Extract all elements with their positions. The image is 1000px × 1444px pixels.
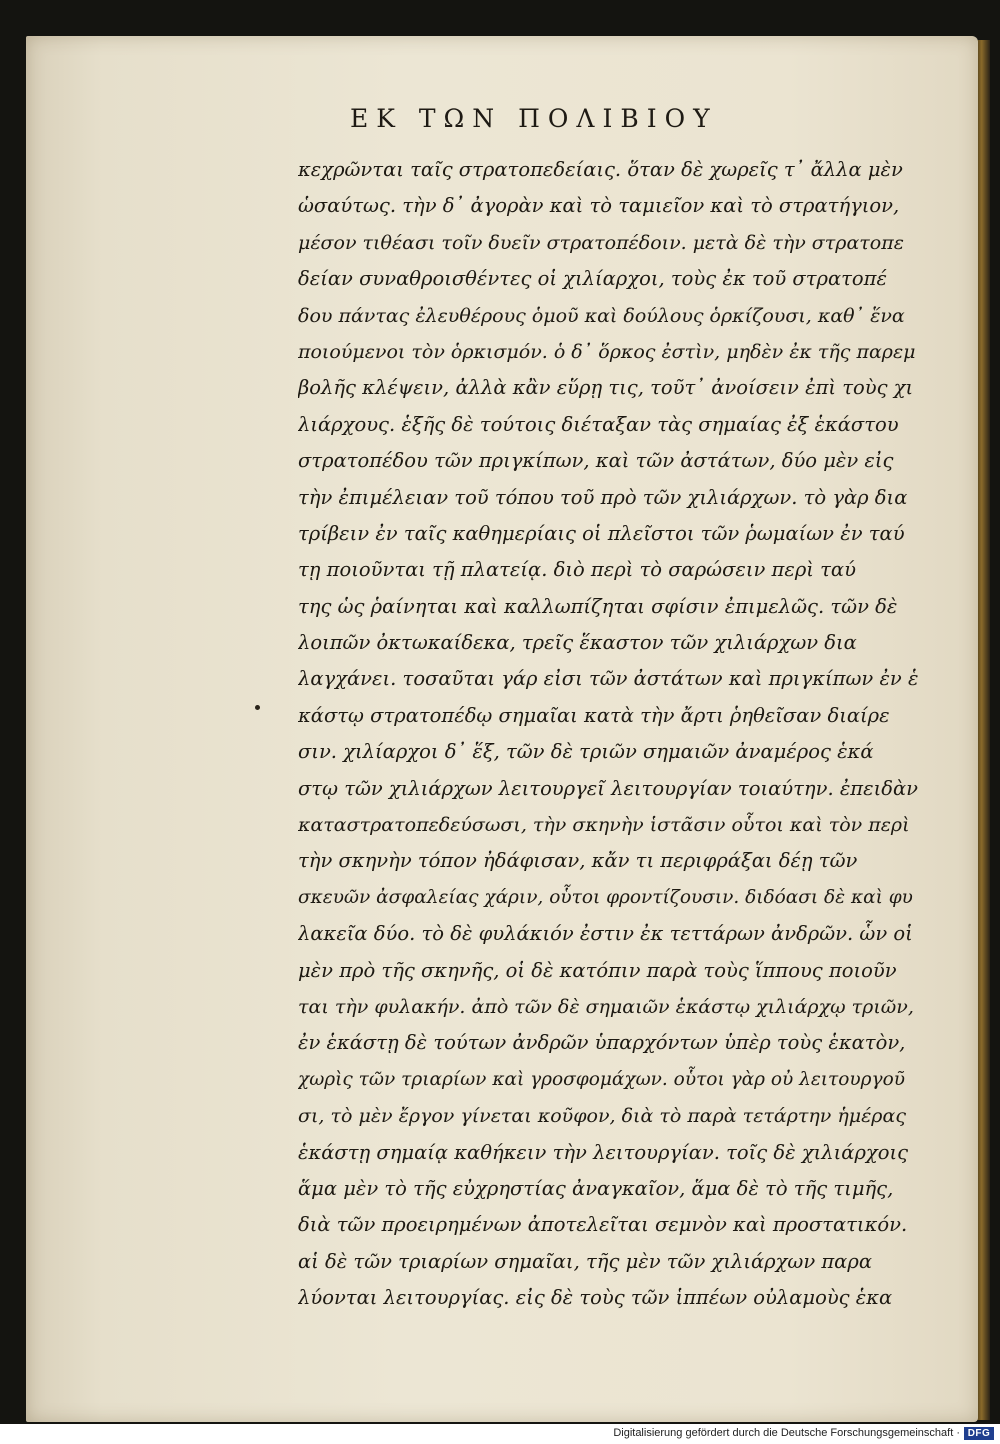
text-line: διὰ τῶν προειρημένων ἀποτελεῖται σεμνὸν καὶ προστατικόν. [298, 1213, 908, 1237]
text-line: λακεῖα δύο. τὸ δὲ φυλάκιόν ἐστιν ἐκ τεττάρων ἀνδρῶν. ὧν οἱ [298, 922, 913, 946]
text-line: κάστῳ στρατοπέδῳ σημαῖαι κατὰ τὴν ἄρτι ῥηθεῖσαν διαίρε [298, 703, 890, 727]
text-line: ἑκάστῃ σημαίᾳ καθήκειν τὴν λειτουργίαν. τοῖς δὲ χιλιάρχοις [298, 1140, 909, 1164]
digitization-credit: Digitalisierung gefördert durch die Deutsche Forschungsgemeinschaft · [613, 1427, 960, 1439]
running-title: ΕΚ ΤΩΝ ΠΟΛΙΒΙΟΥ [350, 104, 718, 133]
text-line: λοιπῶν ὀκτωκαίδεκα, τρεῖς ἕκαστον τῶν χιλιάρχων δια [298, 631, 857, 655]
text-line: δου πάντας ἐλευθέρους ὁμοῦ καὶ δούλους ὁρκίζουσι, καθ᾽ ἕνα [298, 304, 905, 327]
text-line: χωρὶς τῶν τριαρίων καὶ γροσφομάχων. οὗτοι γὰρ οὐ λειτουργοῦ [298, 1068, 905, 1090]
page-text [298, 152, 918, 1317]
text-line: σιν. χιλίαρχοι δ᾽ ἕξ, τῶν δὲ τριῶν σημαιῶν ἀναμέρος ἑκά [298, 740, 874, 764]
text-line: λύονται λειτουργίας. εἰς δὲ τοὺς τῶν ἱππέων οὐλαμοὺς ἑκα [298, 1286, 893, 1310]
text-line: ἅμα μὲν τὸ τῆς εὐχρηστίας ἀναγκαῖον, ἅμα δὲ τὸ τῆς τιμῆς, [298, 1176, 894, 1200]
text-line: στρατοπέδου τῶν πριγκίπων, καὶ τῶν ἀστάτων, δύο μὲν εἰς [298, 449, 894, 473]
text-line: τὴν ἐπιμέλειαν τοῦ τόπου τοῦ πρὸ τῶν χιλιάρχων. τὸ γὰρ δια [298, 485, 908, 509]
text-line: μέσον τιθέασι τοῖν δυεῖν στρατοπέδοιν. μετὰ δὲ τὴν στρατοπε [298, 231, 904, 254]
text-line: τῃ ποιοῦνται τῇ πλατείᾳ. διὸ περὶ τὸ σαρώσειν περὶ ταύ [298, 558, 856, 582]
text-line: τὴν σκηνὴν τόπον ἠδάφισαν, κἄν τι περιφράξαι δέῃ τῶν [298, 849, 858, 873]
text-line: ποιούμενοι τὸν ὁρκισμόν. ὁ δ᾽ ὅρκος ἐστὶν, μηδὲν ἐκ τῆς παρεμ [298, 340, 916, 363]
text-line: βολῆς κλέψειν, ἀλλὰ κἂν εὕρῃ τις, τοῦτ᾽ ἀνοίσειν ἐπὶ τοὺς χι [298, 376, 914, 400]
text-line: ται τὴν φυλακήν. ἀπὸ τῶν δὲ σημαιῶν ἑκάστῳ χιλιάρχῳ τριῶν, [298, 995, 914, 1018]
text-line: κεχρῶνται ταῖς στρατοπεδείαις. ὅταν δὲ χωρεῖς τ᾽ ἄλλα μὲν [298, 158, 903, 181]
ink-speck [255, 705, 260, 710]
text-line: μὲν πρὸ τῆς σκηνῆς, οἱ δὲ κατόπιν παρὰ τοὺς ἵππους ποιοῦν [298, 958, 897, 982]
footer-bar [0, 1424, 1000, 1444]
dfg-logo-icon: DFG [964, 1427, 994, 1440]
text-line: λαγχάνει. τοσαῦται γάρ εἰσι τῶν ἀστάτων καὶ πριγκίπων ἐν ἑ [298, 667, 918, 691]
text-line: ἐν ἑκάστῃ δὲ τούτων ἀνδρῶν ὑπαρχόντων ὑπὲρ τοὺς ἑκατὸν, [298, 1031, 906, 1055]
text-line: ὡσαύτως. τὴν δ᾽ ἀγορὰν καὶ τὸ ταμιεῖον καὶ τὸ στρατήγιον, [298, 194, 900, 218]
text-line: σκευῶν ἀσφαλείας χάριν, οὗτοι φροντίζουσιν. διδόασι δὲ καὶ φυ [298, 886, 913, 908]
text-line: αἱ δὲ τῶν τριαρίων σημαῖαι, τῆς μὲν τῶν χιλιάρχων παρα [298, 1249, 872, 1273]
text-line: στῳ τῶν χιλιάρχων λειτουργεῖ λειτουργίαν τοιαύτην. ἐπειδὰν [298, 776, 918, 800]
text-line: δείαν συναθροισθέντες οἱ χιλίαρχοι, τοὺς ἐκ τοῦ στρατοπέ [298, 267, 887, 291]
text-line: σι, τὸ μὲν ἔργον γίνεται κοῦφον, διὰ τὸ παρὰ τετάρτην ἡμέρας [298, 1105, 906, 1128]
book-edge [976, 40, 990, 1420]
text-line: λιάρχους. ἑξῆς δὲ τούτοις διέταξαν τὰς σημαίας ἐξ ἑκάστου [298, 412, 899, 436]
text-line: καταστρατοπεδεύσωσι, τὴν σκηνὴν ἱστᾶσιν οὗτοι καὶ τὸν περὶ [298, 814, 910, 837]
text-line: τρίβειν ἐν ταῖς καθημερίαις οἱ πλεῖστοι τῶν ῥωμαίων ἐν ταύ [298, 521, 905, 545]
text-line: της ὡς ῥαίνηται καὶ καλλωπίζηται σφίσιν ἐπιμελῶς. τῶν δὲ [298, 594, 898, 618]
